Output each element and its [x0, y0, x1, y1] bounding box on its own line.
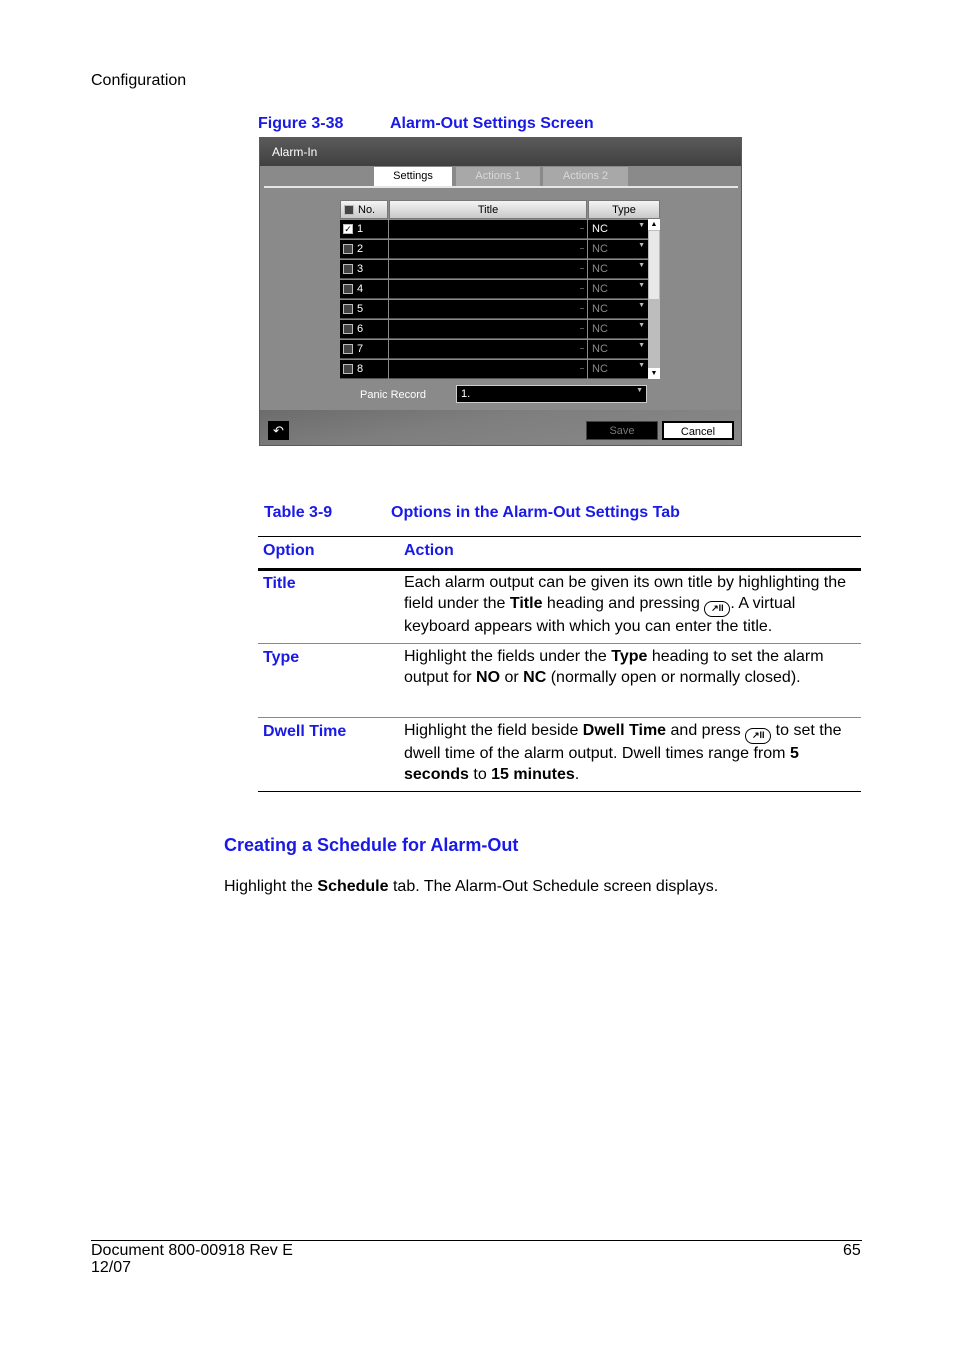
footer-date: 12/07 — [91, 1259, 132, 1276]
edit-marker-icon: _ — [580, 302, 584, 309]
section-title: Creating a Schedule for Alarm-Out — [224, 835, 519, 855]
row-number-cell[interactable]: 6 — [340, 320, 388, 339]
row-checkbox[interactable] — [343, 264, 353, 274]
row-type-dropdown[interactable]: NC ▼ — [588, 340, 648, 359]
row-checkbox[interactable] — [343, 344, 353, 354]
row-checkbox[interactable] — [343, 244, 353, 254]
row-checkbox[interactable] — [343, 324, 353, 334]
edit-marker-icon: _ — [580, 242, 584, 249]
action-type: Highlight the fields under the Type heading to set the alarm output for NO or NC (normally open or normally closed). — [404, 648, 824, 686]
row-checkbox[interactable] — [343, 304, 353, 314]
dropdown-arrow-icon: ▼ — [636, 387, 643, 394]
row-type-dropdown[interactable]: NC ▼ — [588, 220, 648, 239]
table-rule — [258, 536, 861, 537]
tab-settings[interactable]: Settings — [374, 167, 452, 186]
tab-divider — [264, 186, 738, 188]
row-checkbox[interactable] — [343, 284, 353, 294]
window-titlebar — [260, 138, 741, 166]
edit-marker-icon: _ — [580, 262, 584, 269]
figure-title: Alarm-Out Settings Screen — [390, 115, 594, 132]
scroll-thumb[interactable] — [649, 231, 659, 299]
alarm-settings-screen — [259, 137, 742, 446]
tab-actions-1[interactable]: Actions 1 — [456, 167, 540, 186]
column-header-option: Option — [263, 542, 315, 559]
option-type: Type — [263, 649, 300, 666]
panic-record-dropdown[interactable]: 1. ▼ — [456, 385, 647, 403]
back-arrow-icon[interactable]: ↶ — [268, 421, 289, 440]
dropdown-arrow-icon: ▼ — [638, 322, 645, 329]
action-title: Each alarm output can be given its own title by highlighting the field under the Title heading and pressing ↗II . A virtual keyboard appears with which you can enter the title. — [404, 574, 847, 635]
figure-label: Figure 3-38 — [258, 115, 344, 132]
row-title-field[interactable] — [389, 320, 587, 339]
row-type-dropdown[interactable]: NC ▼ — [588, 360, 648, 379]
row-title-field[interactable] — [389, 300, 587, 319]
edit-marker-icon: _ — [580, 342, 584, 349]
column-header-no[interactable]: No. — [340, 200, 388, 219]
edit-marker-icon: _ — [580, 322, 584, 329]
dropdown-arrow-icon: ▼ — [638, 282, 645, 289]
dropdown-arrow-icon: ▼ — [638, 242, 645, 249]
save-button[interactable]: Save — [586, 421, 658, 440]
row-title-field[interactable] — [389, 280, 587, 299]
row-number-cell[interactable]: 8 — [340, 360, 388, 379]
dropdown-arrow-icon: ▼ — [638, 262, 645, 269]
table-title: Options in the Alarm-Out Settings Tab — [391, 504, 680, 521]
edit-marker-icon: _ — [580, 222, 584, 229]
table-header-rule — [258, 568, 861, 571]
dropdown-arrow-icon: ▼ — [638, 362, 645, 369]
grid-scrollbar[interactable] — [648, 219, 660, 379]
row-number-cell[interactable]: 4 — [340, 280, 388, 299]
column-header-type[interactable]: Type — [588, 200, 660, 219]
select-all-checkbox[interactable] — [344, 205, 354, 215]
edit-marker-icon: _ — [580, 362, 584, 369]
column-header-action: Action — [404, 542, 454, 559]
footer-rule — [91, 1240, 862, 1241]
row-title-field[interactable] — [389, 240, 587, 259]
row-title-field[interactable] — [389, 360, 587, 379]
table-bottom-rule — [258, 791, 861, 792]
row-number-cell[interactable]: 7 — [340, 340, 388, 359]
section-body: Highlight the Schedule tab. The Alarm-Out Schedule screen displays. — [224, 878, 719, 895]
footer-document: Document 800-00918 Rev E — [91, 1242, 293, 1259]
option-dwell-time: Dwell Time — [263, 723, 347, 740]
enter-button-icon: ↗II — [745, 728, 771, 744]
row-type-dropdown[interactable]: NC ▼ — [588, 260, 648, 279]
dropdown-arrow-icon: ▼ — [638, 302, 645, 309]
column-header-title[interactable]: Title — [389, 200, 587, 219]
row-type-dropdown[interactable]: NC ▼ — [588, 280, 648, 299]
action-dwell-time: Highlight the field beside Dwell Time and press ↗II to set the dwell time of the alarm output. Dwell times range from 5 seconds to 15 minutes. — [404, 722, 842, 783]
window-title: Alarm-In — [272, 145, 318, 159]
row-number-cell[interactable]: 2 — [340, 240, 388, 259]
row-number-cell[interactable]: ✓ 1 — [340, 220, 388, 239]
page-header: Configuration — [91, 72, 187, 89]
footer-doc-info — [91, 1242, 293, 1276]
enter-button-icon: ↗II — [704, 601, 730, 617]
row-type-dropdown[interactable]: NC ▼ — [588, 320, 648, 339]
row-checkbox[interactable]: ✓ — [344, 224, 352, 234]
edit-marker-icon: _ — [580, 282, 584, 289]
scroll-up-icon[interactable]: ▲ — [648, 219, 660, 230]
row-type-dropdown[interactable]: NC ▼ — [588, 240, 648, 259]
cancel-button[interactable]: Cancel — [662, 421, 734, 440]
dropdown-arrow-icon: ▼ — [638, 222, 645, 229]
option-title: Title — [263, 575, 296, 592]
row-title-field[interactable] — [389, 340, 587, 359]
row-number-cell[interactable]: 3 — [340, 260, 388, 279]
row-title-field[interactable] — [389, 260, 587, 279]
table-row-rule — [258, 717, 861, 718]
scroll-down-icon[interactable]: ▼ — [648, 368, 660, 379]
panic-record-label: Panic Record — [360, 389, 427, 401]
row-type-dropdown[interactable]: NC ▼ — [588, 300, 648, 319]
row-number-cell[interactable]: 5 — [340, 300, 388, 319]
tab-actions-2[interactable]: Actions 2 — [543, 167, 628, 186]
page-number: 65 — [843, 1242, 861, 1259]
row-checkbox[interactable] — [343, 364, 353, 374]
table-label: Table 3-9 — [264, 504, 333, 521]
row-title-field[interactable] — [389, 220, 587, 239]
dropdown-arrow-icon: ▼ — [638, 342, 645, 349]
table-row-rule — [258, 643, 861, 644]
